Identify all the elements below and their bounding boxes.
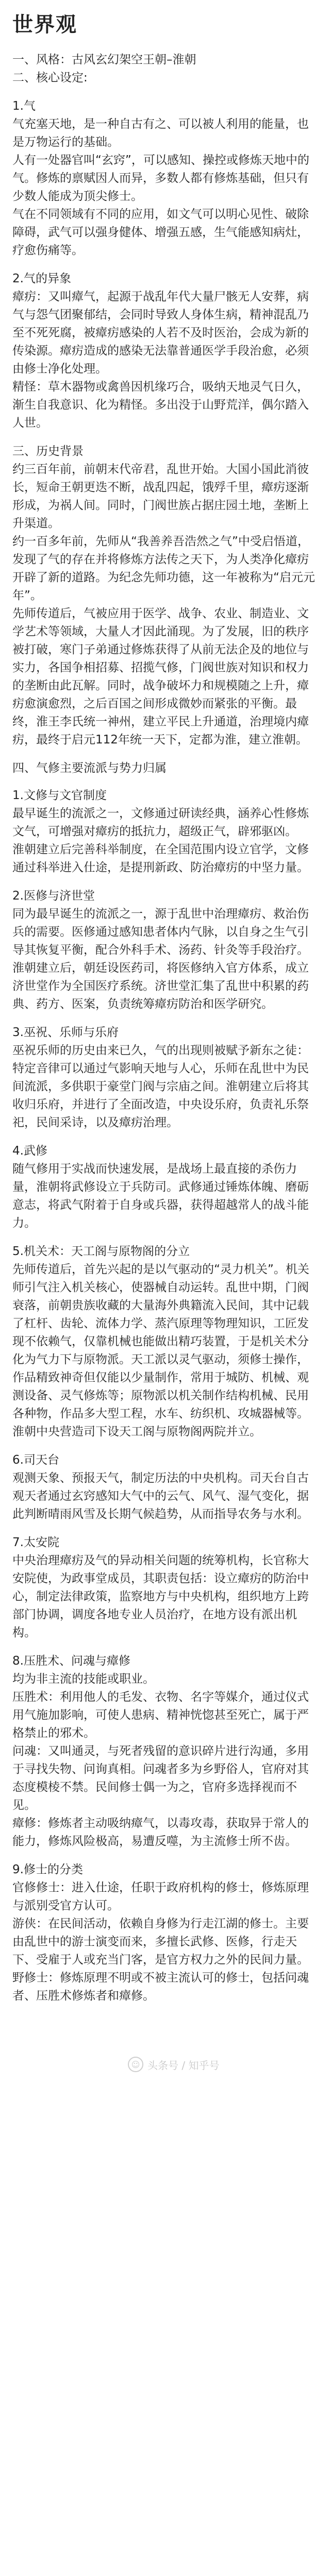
watermark-logo-icon: ☺ xyxy=(128,2057,143,2072)
faction-heading: 7.太安院 xyxy=(12,1536,59,1549)
section-four-heading: 四、气修主要流派与势力归属 xyxy=(12,761,167,775)
document-title: 世界观 xyxy=(12,13,77,37)
faction-heading: 3.巫祝、乐师与乐府 xyxy=(12,1026,119,1039)
core-section-heading: 三、历史背景 xyxy=(12,445,84,458)
core-section-paragraph: 先师传道后，气被应用于医学、战争、农业、制造业、文学艺术等领域，大量人才因此涌现。为了发展，旧的秩序被打破，寒门子弟通过修炼获得了从前无法企及的地位与实力，各国争相招募、招揽气修，门阀世族对知识和权力的垄断由此瓦解。同时，战争破坏力和规模随之上升，瘴疠愈演愈烈，之后百国之间形成微妙而紧张的平衡。最终，淮王李氏统一神州，建立平民上升通道，治理境内瘴疠，最终于启元112年统一天下，定都为淮，建立淮朝。 xyxy=(12,607,309,747)
faction-heading: 1.文修与文官制度 xyxy=(12,789,107,802)
faction-paragraph: 官修修士：进入仕途，任职于政府机构的修士，修炼原理与派别受官方认可。 xyxy=(12,1881,309,1912)
faction-heading: 2.医修与济世堂 xyxy=(12,889,95,903)
faction-paragraph: 中央治理瘴疠及气的异动相关问题的统筹机构，长官称大安院使，为政事堂成员，其职责包括：设立瘴疠的防治中心，制定法律政策，监察地方与中央机构，组织地方上跨部门协调，调度各地专业人员治疗，在地方设有派出机构。 xyxy=(12,1554,309,1639)
faction-heading: 8.压胜术、问魂与瘴修 xyxy=(12,1654,130,1668)
faction-block xyxy=(12,1142,318,1232)
faction-paragraph: 游侠：在民间活动，依赖自身修为行走江湖的修士。主要由乱世中的游士演变而来，多擅长武修、医修，行走天下、受雇于人或充当门客，是官方权力之外的民间力量。 xyxy=(12,1917,309,1967)
intro-block xyxy=(12,51,318,87)
core-section-paragraph: 约一百多年前，先师从“我善养吾浩然之气”中受启悟道，发现了气的存在并将修炼方法传之天下，为人类净化瘴疠开辟了新的道路。为纪念先师功德，这一年被称为“启元元年”。 xyxy=(12,535,315,602)
core-section-paragraph: 约三百年前，前朝末代帝君，乱世开始。大国小国此消彼长，短命王朝更迭不断，战乱四起，饿殍千里，瘴疠逐渐形成，为祸人间。同时，门阀世族占据庄园土地，垄断上升渠道。 xyxy=(12,463,309,530)
faction-paragraph: 巫祝乐师的历史由来已久，气的出现则被赋予新东之徒：特定音律可以通过气影响天地与人心，乐师在乱世中为民间流派，多供职于豪堂门阀与宗庙之间。淮朝建立后将其收归乐府，并进行了全面改造，中央设乐府，负责礼乐祭祀，民间采诗，以及瘴疠治理。 xyxy=(12,1044,309,1129)
core-section-paragraph: 瘴疠：又叫瘴气，起源于战乱年代大量尸骸无人安葬，病气与怨气团聚郁结，会同时导致人身体生病，精神混乱乃至不死死腐，被瘴疠感染的人若不及时医治，会成为新的传染源。瘴疠造成的感染无法靠普通医学手段治愈，必须由修士净化处理。 xyxy=(12,290,309,376)
faction-paragraph: 最早诞生的流派之一，文修通过研读经典，涵养心性修炼文气，可增强对瘴疠的抵抗力，超级正气，辟邪驱凶。 xyxy=(12,807,309,838)
faction-paragraph: 观测天象、预报天气，制定历法的中央机构。司天台自古观天者通过玄窍感知大气中的云气、风气、湿气变化，据此判断晴雨风雪及长期气候趋势，从而指导农务与水利。 xyxy=(12,1471,309,1521)
document-body xyxy=(12,51,318,2005)
faction-block xyxy=(12,887,318,1013)
faction-block xyxy=(12,1652,318,1851)
intro-line: 一、风格：古风玄幻架空王朝–淮朝 xyxy=(12,53,196,66)
faction-block xyxy=(12,1534,318,1642)
watermark-text: 头条号 / 知乎号 xyxy=(147,2059,220,2072)
faction-paragraph: 压胜术：利用他人的毛发、衣物、名字等媒介，通过仪式用气施加影响，可使人患病、精神恍惚甚至死亡，属于严格禁止的邪术。 xyxy=(12,1690,309,1740)
faction-block xyxy=(12,1451,318,1523)
core-section-paragraph: 气在不同领域有不同的应用，如文气可以明心见性、破除障碍，武气可以强身健体、增强五感，生气能感知病灶，疗愈伤痛等。 xyxy=(12,208,309,257)
faction-paragraph: 均为非主流的技能或职业。 xyxy=(12,1672,155,1686)
faction-heading: 9.修士的分类 xyxy=(12,1863,83,1876)
faction-block xyxy=(12,1243,318,1441)
faction-paragraph: 先师传道后，首先兴起的是以气驱动的“灵力机关”。机关师引气注入机关核心，使器械自动运转。乱世中期，门阀衰落，前朝贵族收藏的大量海外典籍流入民间，其中记载了杠杆、齿轮、流体力学、蒸汽原理等物理知识，工匠发现不依赖气，仅靠机械也能做出精巧装置，于是机关术分化为气力下与原物派。天工派以灵气驱动，须修士操作，作品精致神奇但仅能以少量制作，常用于城防、机械、观测设备、灵气修炼等；原物派以机关制作结构机械、民用各种物，作品多大型工程，水车、纺织机、攻城器械等。淮朝中央营造司下设天工阁与原物阁两院并立。 xyxy=(12,1263,309,1438)
faction-paragraph: 野修士：修炼原理不明或不被主流认可的修士，包括问魂者、压胜术修炼者和瘴修。 xyxy=(12,1971,309,2003)
intro-line: 二、核心设定: xyxy=(12,71,88,84)
faction-paragraph: 淮朝建立后，朝廷设医药司，将医修纳入官方体系，成立济世堂作为全国医疗系统。济世堂汇集了乱世中积累的药典、药方、医案，负责统筹瘴疠防治和医学研究。 xyxy=(12,961,309,1011)
core-section-heading: 1.气 xyxy=(12,99,36,113)
faction-paragraph: 同为最早诞生的流派之一，源于乱世中治理瘴疠、救治伤兵的需要。医修通过感知患者体内气脉，以自身之生气引导其恢复平衡，配合外科手术、汤药、针灸等手段治疗。 xyxy=(12,907,309,957)
core-section-heading: 2.气的异象 xyxy=(12,272,71,285)
faction-block xyxy=(12,1024,318,1132)
faction-paragraph: 瘴修：修炼者主动吸纳瘴气，以毒攻毒，获取异于常人的能力，修炼风险极高，易遭反噬，为主流修士所不齿。 xyxy=(12,1817,309,1848)
core-section-paragraph: 精怪：草木器物或禽兽因机缘巧合，吸纳天地灵气日久，渐生自我意识、化为精怪。多出没于山野荒洋，偶尔踏入人世。 xyxy=(12,380,309,430)
faction-block xyxy=(12,787,318,877)
faction-paragraph: 随气修用于实战而快速发展，是战场上最直接的杀伤力量，淮朝将武修设立于兵防司。武修通过锤炼体魄、磨砺意志，将武气附着于自身或兵器，获得超越常人的战斗能力。 xyxy=(12,1162,309,1230)
core-section-paragraph: 人有一处器官叫“玄窍”，可以感知、操控或修炼天地中的气。修炼的禀赋因人而异，多数人都有修炼基础，但只有少数人能成为顶尖修士。 xyxy=(12,154,309,203)
watermark xyxy=(128,2057,219,2072)
core-section-paragraph: 气充塞天地，是一种自古有之、可以被人利用的能量，也是万物运行的基础。 xyxy=(12,117,309,149)
faction-heading: 4.武修 xyxy=(12,1144,47,1158)
faction-paragraph: 淮朝建立后完善科举制度，在全国范围内设立官学，文修通过科举进入仕途，是提刑新政、防治瘴疠的中坚力量。 xyxy=(12,843,309,874)
core-section-block xyxy=(12,97,318,260)
faction-block xyxy=(12,1861,318,2005)
faction-paragraph: 问魂：又叫通灵，与死者残留的意识碎片进行沟通，多用于寻找失物、问询真相。问魂者多为乡野俗人，官府对其态度模棱不禁。民间修士偶一为之，官府多选择视而不见。 xyxy=(12,1744,309,1812)
core-section-block xyxy=(12,270,318,432)
core-section-block xyxy=(12,443,318,749)
faction-heading: 6.司天台 xyxy=(12,1453,59,1467)
faction-heading: 5.机关术：天工阁与原物阁的分立 xyxy=(12,1245,190,1258)
